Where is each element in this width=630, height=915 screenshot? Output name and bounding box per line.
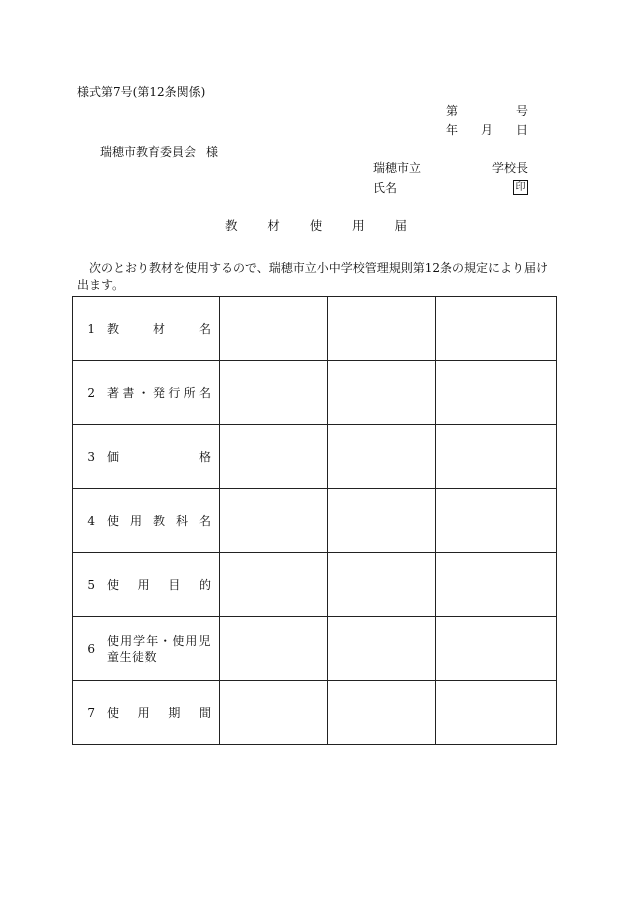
row-label-cell [73,617,220,681]
table-row [73,489,557,553]
entry-cell[interactable] [436,681,557,745]
row-number: 6 [87,641,95,656]
body-text: 次のとおり教材を使用するので、瑞穂市立小中学校管理規則第12条の規定により届け出ます。 [77,261,549,292]
row-label-cell [73,361,220,425]
form-number: 様式第7号(第12条関係) [77,85,206,99]
entry-cell[interactable] [220,489,328,553]
entry-cell[interactable] [220,297,328,361]
row-label-cell [73,297,220,361]
row-label: 使用学年・使用児童生徒数 [107,633,211,664]
row-label-cell [73,425,220,489]
row-label: 使用教科名 [107,513,211,528]
row-label: 使用目的 [107,577,211,592]
entry-cell[interactable] [328,297,436,361]
date-year: 年 [446,123,459,137]
row-label-cell [73,553,220,617]
materials-table [72,296,557,745]
title-char: 届 [394,218,407,233]
title-char: 教 [225,218,238,233]
row-number: 5 [87,577,95,592]
addressee-name: 瑞穂市教育委員会 [100,145,197,159]
document-title [225,219,407,233]
addressee [100,145,218,159]
doc-number-prefix: 第 [446,104,459,118]
row-label-cell [73,489,220,553]
entry-cell[interactable] [436,553,557,617]
row-label: 使用期間 [107,705,211,720]
entry-cell[interactable] [328,681,436,745]
row-number: 3 [87,449,95,464]
entry-cell[interactable] [436,489,557,553]
row-number: 4 [87,513,95,528]
title-char: 使 [309,218,323,233]
entry-cell[interactable] [220,553,328,617]
entry-cell[interactable] [328,553,436,617]
entry-cell[interactable] [436,361,557,425]
table-row [73,361,557,425]
entry-cell[interactable] [220,425,328,489]
date-month: 月 [480,123,493,137]
entry-cell[interactable] [220,361,328,425]
seal-mark: 印 [513,180,528,195]
row-number: 2 [87,385,95,400]
entry-cell[interactable] [220,617,328,681]
date-day: 日 [515,123,528,137]
document-number-line [446,104,528,118]
entry-cell[interactable] [220,681,328,745]
entry-cell[interactable] [328,425,436,489]
school-line [373,161,528,175]
entry-cell[interactable] [436,297,557,361]
addressee-honorific: 様 [206,145,219,159]
row-label-cell [73,681,220,745]
title-char: 材 [267,218,280,233]
doc-number-suffix: 号 [515,104,528,118]
entry-cell[interactable] [436,425,557,489]
row-label: 価格 [107,449,211,464]
table-row [73,681,557,745]
entry-cell[interactable] [328,489,436,553]
title-char: 用 [352,218,365,233]
row-number: 1 [87,321,95,336]
row-label: 教材名 [107,321,211,336]
entry-cell[interactable] [328,617,436,681]
date-line [446,123,528,137]
table-row [73,297,557,361]
school-prefix: 瑞穂市立 [373,161,422,175]
entry-cell[interactable] [328,361,436,425]
row-label: 著書・発行所名 [107,385,211,400]
table-row [73,553,557,617]
table-row [73,425,557,489]
row-number: 7 [87,705,95,720]
name-label: 氏名 [373,180,398,195]
table-row [73,617,557,681]
entry-cell[interactable] [436,617,557,681]
name-line [373,180,528,195]
school-suffix: 学校長 [491,161,528,175]
